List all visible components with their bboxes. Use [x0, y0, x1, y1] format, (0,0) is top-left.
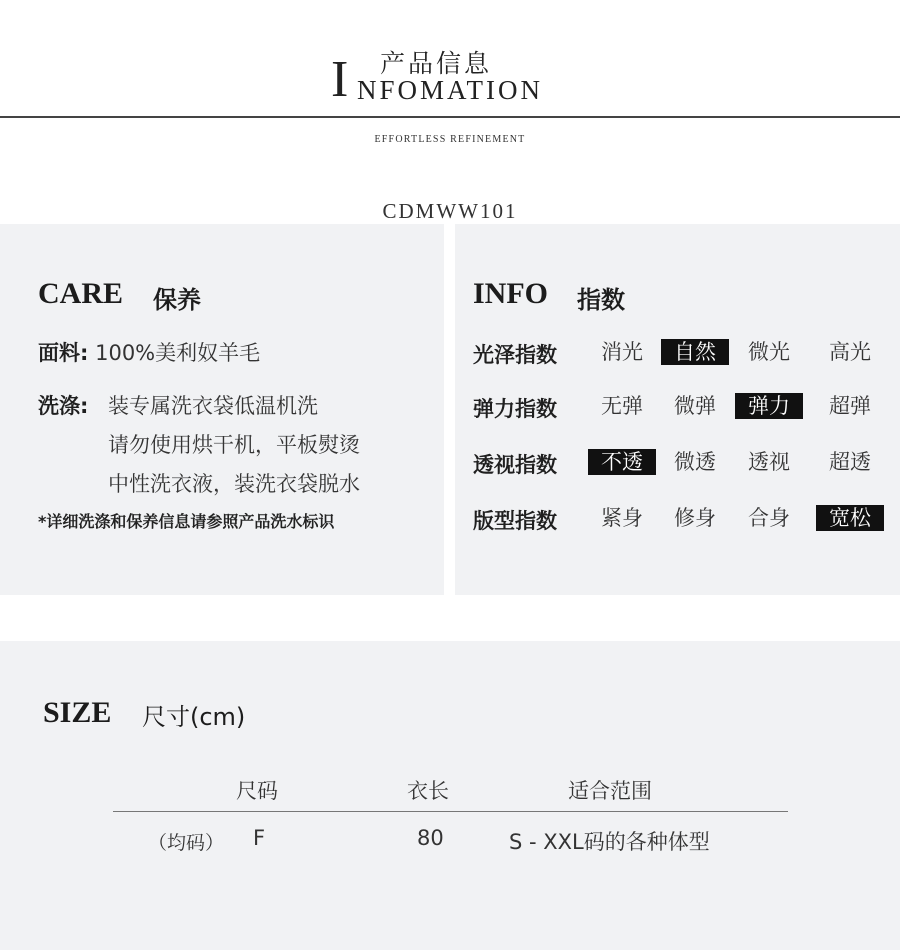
info-option: 透视 [748, 450, 790, 474]
info-option: 超弹 [829, 394, 871, 418]
info-option: 紧身 [601, 506, 643, 530]
info-title-cn: 指数 [577, 286, 625, 314]
info-title-en: INFO [473, 277, 548, 310]
care-title-cn: 保养 [153, 286, 201, 314]
info-row-label: 透视指数 [473, 453, 557, 477]
info-option: 超透 [829, 450, 871, 474]
header-divider [0, 116, 900, 118]
info-option: 微光 [748, 340, 790, 364]
fabric-value: 100%美利奴羊毛 [95, 341, 261, 365]
info-option: 自然 [661, 339, 729, 365]
header-title-initial: I [331, 51, 349, 108]
wash-label: 洗涤: [38, 394, 89, 418]
info-option: 微弹 [674, 394, 716, 418]
wash-line-3: 中性洗衣液，装洗衣袋脱水 [108, 472, 360, 496]
header-subtitle: EFFORTLESS REFINEMENT [374, 134, 526, 145]
table-cell-size-note: （均码） [148, 832, 225, 854]
care-note: *详细洗涤和保养信息请参照产品洗水标识 [38, 512, 335, 531]
size-title-cn: 尺寸(cm) [142, 703, 246, 731]
fabric-label: 面料: [38, 341, 89, 365]
info-option: 修身 [674, 506, 716, 530]
table-header-length: 衣长 [407, 779, 449, 803]
info-option: 宽松 [816, 505, 884, 531]
header-title-en: NFOMATION [357, 75, 544, 105]
info-option: 弹力 [735, 393, 803, 419]
info-row-label: 弹力指数 [473, 397, 557, 421]
size-title-en: SIZE [43, 696, 112, 729]
wash-line-2: 请勿使用烘干机，平板熨烫 [108, 433, 360, 457]
table-header-size: 尺码 [236, 779, 278, 803]
table-cell-size: F [253, 826, 266, 850]
info-option: 微透 [674, 450, 716, 474]
header-title-cn: 产品信息 [380, 49, 493, 78]
table-header-fit: 适合范围 [568, 779, 652, 803]
wash-line-1: 装专属洗衣袋低温机洗 [108, 394, 318, 418]
fabric-line [38, 337, 260, 367]
wash-label-wrap [38, 390, 88, 420]
table-divider [113, 811, 788, 812]
info-option: 消光 [601, 340, 643, 364]
info-row-label: 光泽指数 [473, 343, 557, 367]
info-option: 无弹 [601, 394, 643, 418]
info-row-label: 版型指数 [473, 509, 557, 533]
table-cell-fit: S - XXL码的各种体型 [509, 830, 710, 854]
product-code: CDMWW101 [382, 199, 518, 223]
info-option: 不透 [588, 449, 656, 475]
size-panel [0, 641, 900, 950]
info-option: 合身 [748, 506, 790, 530]
info-option: 高光 [829, 340, 871, 364]
table-cell-length: 80 [417, 826, 444, 850]
care-title-en: CARE [38, 277, 124, 310]
